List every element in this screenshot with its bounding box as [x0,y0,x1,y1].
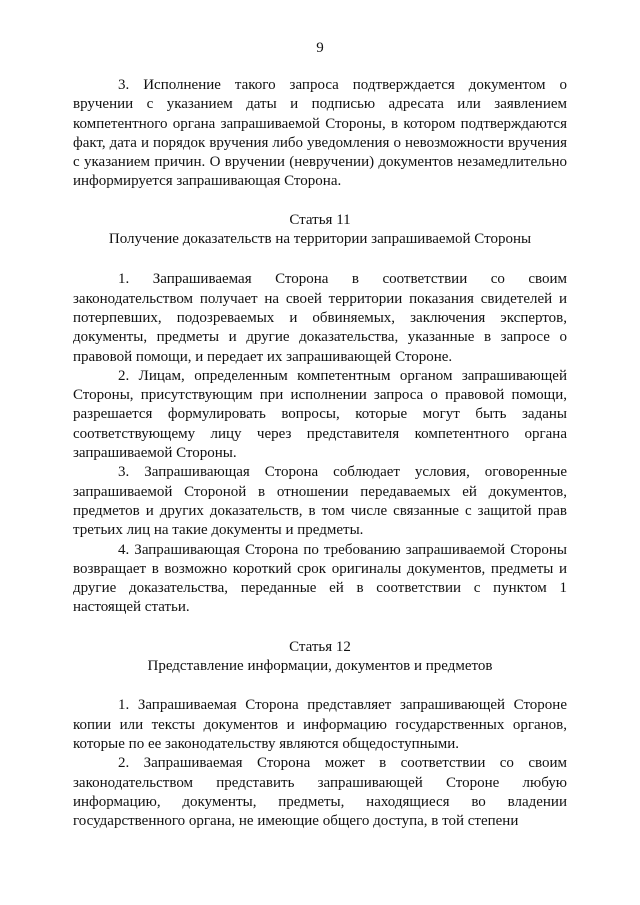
article-11-title: Получение доказательств на территории запрашиваемой Стороны [108,231,532,248]
page-number: 9 [316,40,324,56]
article-11-heading [73,211,567,250]
paragraph-art12-1: 1. Запрашиваемая Сторона представляет запрашивающей Стороне копии или тексты документов и информацию государственных органов, которые по ее законодательству являются общедоступными. [73,697,567,752]
paragraph-art10-3: 3. Исполнение такого запроса подтверждается документом о вручении с указанием даты и подписью адресата или заявлением компетентного органа запрашиваемой Стороны, в котором подтверждаются факт, дата и порядок вручения либо уведомления о невозможности вручения с указанием причин. О вручении (невручении) документов незамедлительно информируется запрашивающая Сторона. [73,77,567,190]
article-12-heading [73,638,567,677]
paragraph-art11-1: 1. Запрашиваемая Сторона в соответствии со своим законодательством получает на своей территории показания свидетелей и потерпевших, подозреваемых и обвиняемых, заключения экспертов, документы, предметы и другие доказательства, указанные в запросе о правовой помощи, и передает их запрашивающей Стороне. [73,271,567,365]
paragraph-art12-2: 2. Запрашиваемая Сторона может в соответствии со своим законодательством представить запрашивающей Стороне любую информацию, документы, предметы, находящиеся во владении государственного органа, не имеющие общего доступа, в той степени [73,755,567,830]
paragraph-art11-4: 4. Запрашивающая Сторона по требованию запрашиваемой Стороны возвращает в возможно короткий срок оригиналы документов, предметы и другие доказательства, переданные ей в соответствии с пунктом 1 настоящей статьи. [73,541,567,616]
paragraph-art11-2: 2. Лицам, определенным компетентным органом запрашивающей Стороны, присутствующим при исполнении запроса о правовой помощи, разрешается формулировать вопросы, которые могут быть заданы соответствующему лицу через представителя компетентного органа запрашиваемой Стороны. [73,367,567,462]
article-12-title: Представление информации, документов и предметов [147,658,493,675]
paragraph-art11-3: 3. Запрашивающая Сторона соблюдает условия, оговоренные запрашиваемой Стороной в отношении передаваемых ей документов, предметов и других доказательств, в том числе связанные с защитой прав третьих лиц на такие документы и предметы. [73,464,567,539]
document-body [73,76,567,831]
article-11-number: Статья 11 [289,211,351,228]
article-12-number: Статья 12 [289,638,351,655]
